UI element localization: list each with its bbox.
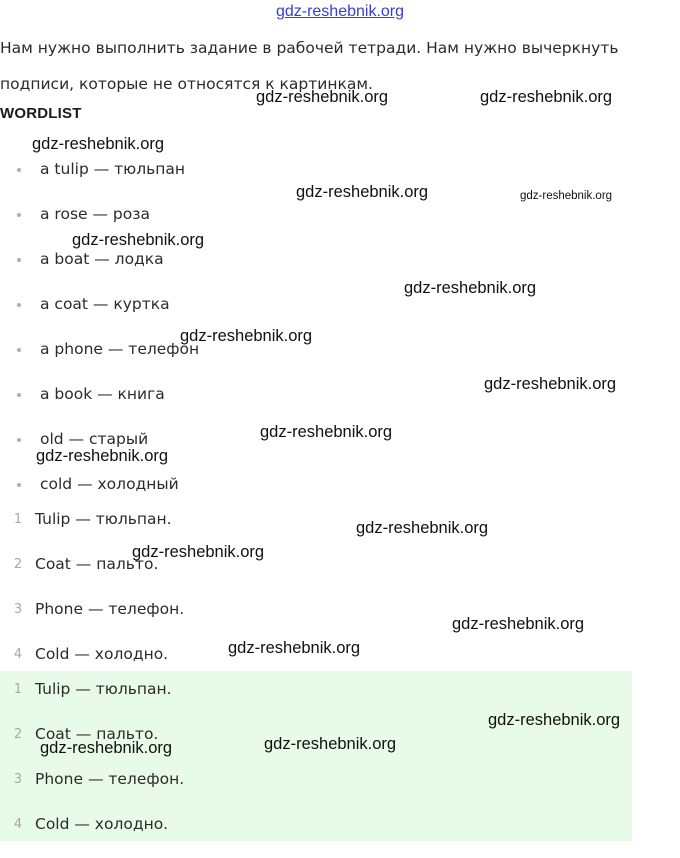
list-item [0, 508, 632, 553]
watermark: gdz-reshebnik.org [484, 375, 617, 393]
list-item [0, 813, 632, 858]
bullet-icon [17, 393, 21, 397]
exercise-item-text: Phone — телефон. [35, 600, 185, 618]
watermark: gdz-reshebnik.org [264, 735, 397, 753]
wordlist-title: WORDLIST [0, 105, 82, 122]
watermark: gdz-reshebnik.org [40, 739, 173, 757]
list-number: 1 [13, 512, 23, 527]
list-number: 1 [13, 682, 23, 697]
watermark: gdz-reshebnik.org [488, 711, 621, 729]
answer-item-text: Tulip — тюльпан. [35, 680, 172, 698]
wordlist-item-text: a phone — телефон [40, 340, 200, 358]
watermark: gdz-reshebnik.org [452, 615, 585, 633]
wordlist-item-text: old — старый [40, 430, 149, 448]
watermark: gdz-reshebnik.org [480, 88, 613, 106]
list-number: 2 [13, 727, 23, 742]
exercise-list [0, 508, 632, 688]
watermark: gdz-reshebnik.org [520, 190, 613, 202]
watermark: gdz-reshebnik.org [72, 231, 205, 249]
answer-item-text: Cold — холодно. [35, 815, 169, 833]
list-number: 3 [13, 602, 23, 617]
wordlist-item-text: cold — холодный [40, 475, 179, 493]
watermark: gdz-reshebnik.org [228, 639, 361, 657]
wordlist-item-text: a boat — лодка [40, 250, 164, 268]
bullet-icon [17, 438, 21, 442]
exercise-item-text: Coat — пальто. [35, 555, 159, 573]
exercise-item-text: Tulip — тюльпан. [35, 510, 172, 528]
list-number: 3 [13, 772, 23, 787]
bullet-icon [17, 258, 21, 262]
bullet-icon [17, 303, 21, 307]
list-number: 4 [13, 817, 23, 832]
watermark: gdz-reshebnik.org [260, 423, 393, 441]
wordlist-item-text: a tulip — тюльпан [40, 160, 186, 178]
answer-item-text: Coat — пальто. [35, 725, 159, 743]
watermark: gdz-reshebnik.org [404, 279, 537, 297]
list-item [0, 553, 632, 598]
list-item [0, 768, 632, 813]
bullet-icon [17, 168, 21, 172]
wordlist-item-text: a rose — роза [40, 205, 150, 223]
watermark: gdz-reshebnik.org [256, 88, 389, 106]
bullet-icon [17, 213, 21, 217]
bullet-icon [17, 483, 21, 487]
watermark: gdz-reshebnik.org [356, 519, 489, 537]
watermark: gdz-reshebnik.org [296, 183, 429, 201]
list-item [0, 248, 400, 293]
list-number: 4 [13, 647, 23, 662]
intro-text: Нам нужно выполнить задание в рабочей тетради. Нам нужно вычеркнуть подписи, которые не относятся к картинкам. [0, 39, 619, 93]
list-number: 2 [13, 557, 23, 572]
watermark: gdz-reshebnik.org [132, 543, 265, 561]
wordlist-item-text: a book — книга [40, 385, 165, 403]
wordlist-item-text: a coat — куртка [40, 295, 170, 313]
watermark: gdz-reshebnik.org [36, 447, 169, 465]
answer-item-text: Phone — телефон. [35, 770, 185, 788]
bullet-icon [17, 348, 21, 352]
watermark: gdz-reshebnik.org [32, 135, 165, 153]
watermark: gdz-reshebnik.org [180, 327, 313, 345]
exercise-item-text: Cold — холодно. [35, 645, 169, 663]
site-header-link[interactable]: gdz-reshebnik.org [275, 3, 405, 20]
